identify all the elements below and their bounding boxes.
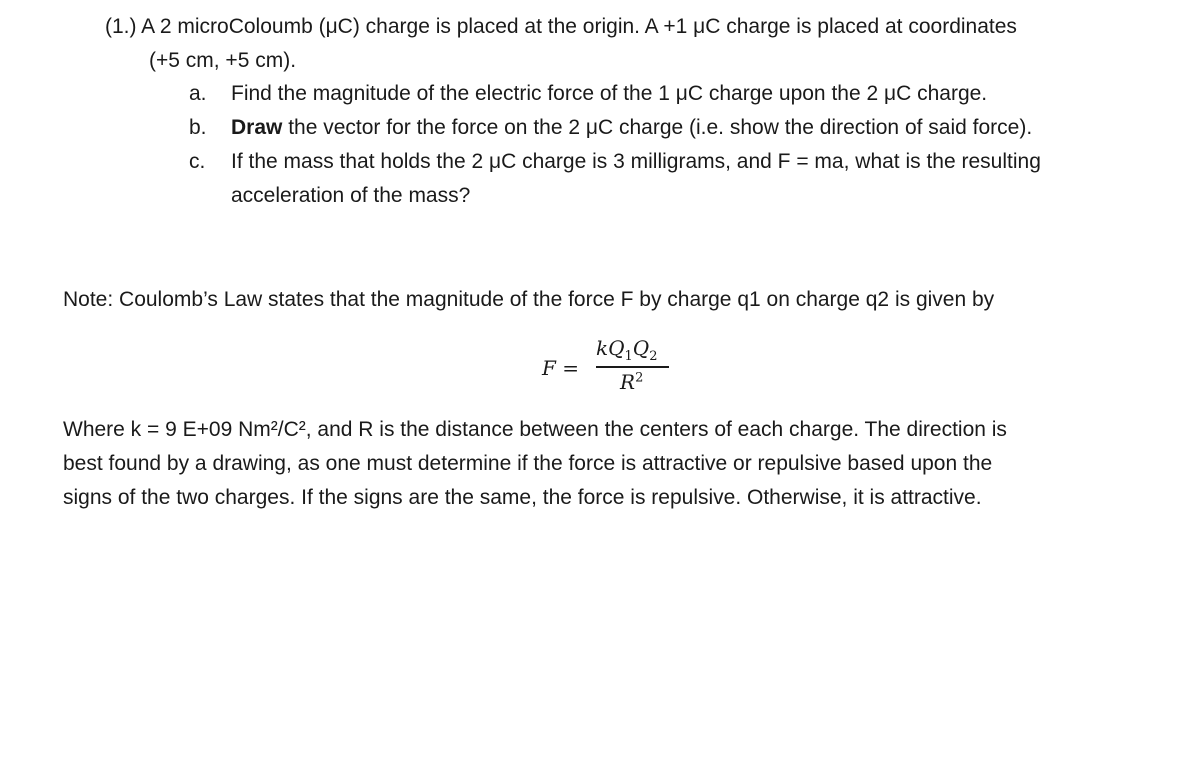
list-text-c-continuation: acceleration of the mass? [231, 184, 471, 207]
paragraph-line-1: Where k = 9 E+09 Nm²/C², and R is the distance between the centers of each charge. The direction is [63, 418, 1007, 441]
coulomb-note: Note: Coulomb’s Law states that the magnitude of the force F by charge q1 on charge q2 is given by [63, 288, 995, 311]
list-text-b [231, 117, 1032, 138]
list-text-b-rest: the vector for the force on the 2 μC charge (i.e. show the direction of said force). [282, 116, 1033, 139]
paragraph-line-3: signs of the two charges. If the signs are the same, the force is repulsive. Otherwise, it is attractive. [63, 486, 982, 509]
draw-emphasis: Draw [231, 116, 283, 139]
question-line-2: (+5 cm, +5 cm). [149, 49, 297, 72]
formula-kq1: kQ [596, 336, 625, 360]
list-marker-b: b. [189, 116, 207, 139]
formula-r: R [620, 370, 636, 394]
formula-sub2: 2 [649, 349, 658, 364]
formula-denominator [620, 370, 643, 394]
formula-exponent: 2 [635, 370, 644, 386]
formula-lhs: F = [542, 356, 579, 380]
fraction-bar [596, 366, 669, 368]
list-text-c: If the mass that holds the 2 μC charge is 3 milligrams, and F = ma, what is the resulting [231, 150, 1041, 173]
list-text-a: Find the magnitude of the electric force of the 1 μC charge upon the 2 μC charge. [231, 82, 988, 105]
formula-q2: Q [632, 336, 650, 360]
list-marker-a: a. [189, 82, 207, 105]
paragraph-line-2: best found by a drawing, as one must determine if the force is attractive or repulsive based upon the [63, 452, 993, 475]
formula-sub1: 1 [624, 349, 633, 364]
formula-numerator [596, 336, 657, 364]
list-marker-c: c. [189, 150, 206, 173]
question-line-1: (1.) A 2 microColoumb (μC) charge is placed at the origin. A +1 μC charge is placed at coordinates [105, 15, 1017, 38]
